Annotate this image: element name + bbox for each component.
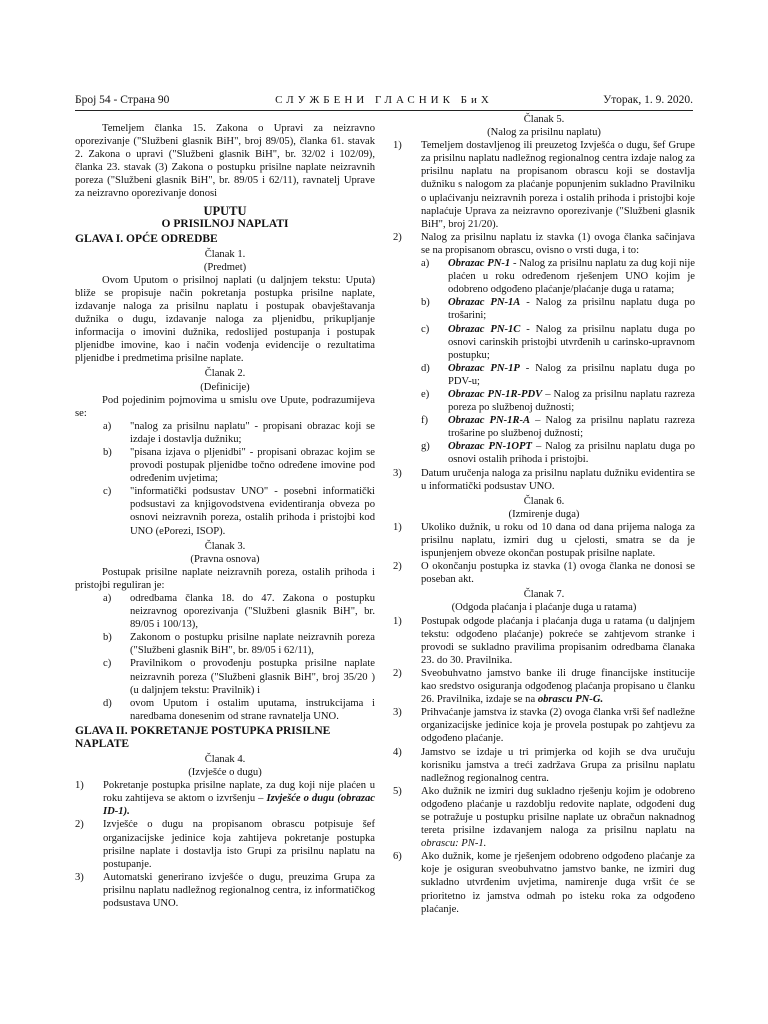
- article-text: Ovom Uputom o prisilnoj naplati (u daljnjem tekstu: Uputa) bliže se propisuje način pokretanja postupka prisilne naplate, izdavanje naloga za prisilnu naplatu i postupak obavještavanja dužnika o dugu, izdavanje naloga za pljenidbu, prikupljanje informacija o imovini dužnika, redoslijed postupanja i postupak pljenidbe imovine, kao i način vođenja evidencije o rezultatima pljenidbe i predmetima prisilne naplate.: [75, 274, 375, 365]
- list-item: g) Obrazac PN-1OPT – Nalog za prisilnu naplatu duga po osnovi ostalih prihoda i pristojbi.: [421, 441, 695, 466]
- article-subtitle: (Pravna osnova): [190, 553, 260, 565]
- right-column: [393, 113, 695, 916]
- chapter-heading: GLAVA I. OPĆE ODREDBE: [75, 232, 218, 245]
- article-subtitle: (Predmet): [203, 261, 247, 273]
- issue-date: Уторак, 1. 9. 2020.: [603, 94, 693, 106]
- article-subtitle: (Odgoda plaćanja i plaćanje duga u ratama): [451, 602, 637, 614]
- article-subtitle: (Izmirenje duga): [508, 508, 580, 520]
- article-title: Članak 4.: [204, 753, 246, 765]
- article-subtitle: (Izvješće o dugu): [188, 767, 262, 779]
- paragraph-item: 3) Prihvaćanje jamstva iz stavka (2) ovoga članka vrši šef nadležne organizacijske jedinice koja je provela postupak po zahtjevu za odgođeno plaćanje.: [393, 707, 695, 745]
- list-item: b) "pisana izjava o pljenidbi" - propisani obrazac kojim se provodi postupak pljenidbe točno određene imovine pod određenim uvjetima;: [103, 446, 375, 485]
- legal-basis-list: [75, 592, 375, 723]
- form-list: [393, 257, 695, 467]
- article-title: Članak 1.: [204, 248, 246, 260]
- preamble: Temeljem članka 15. Zakona o Upravi za neizravno oporezivanje ("Službeni glasnik BiH", broj 89/05), članka 61. stavak 2. Zakona o upravi ("Službeni glasnik BiH", br. 32/02 i 102/09), članka 23. stavak (3) Zakona o postupku prisilne naplate neizravnih poreza ("Službeni glasnik BiH", br. 89/05 i 62/11), ravnatelj Uprave za neizravno oporezivanje donosi: [75, 123, 375, 200]
- paragraph-item: 3) Datum uručenja naloga za prisilnu naplatu dužniku evidentira se u informatički podsustav UNO.: [393, 467, 695, 492]
- paragraph-item: 6) Ako dužnik, kome je rješenjem odobreno odgođeno plaćanje za koje je osiguran sveobuhvatno jamstvo banke, ne izmiri dug sukladno utvrđenim uvjetima, namirenje duga vršit će se prioritetno iz jamstva odmah po isteku roka za odgođeno plaćanje.: [393, 851, 695, 915]
- form-reference: Izvješće o dugu (obrazac ID-1).: [103, 793, 375, 818]
- paragraph-item: 4) Jamstvo se izdaje u tri primjerka od kojih se dva uručuju korisniku jamstva a treći zadržava Grupa za prisilnu naplatu nadležnog regionalnog centra.: [393, 746, 695, 784]
- document-title: UPUTU: [203, 203, 247, 218]
- page-header: [75, 94, 693, 111]
- article-title: Članak 5.: [523, 114, 565, 125]
- chapter-heading: GLAVA II. POKRETANJE POSTUPKA PRISILNE NAPLATE: [75, 724, 331, 750]
- form-reference: obrascu: PN-1.: [421, 838, 487, 850]
- article-text: Postupak prisilne naplate neizravnih poreza, ostalih prihoda i pristojbi reguliran je:: [75, 566, 375, 591]
- list-item: c) Pravilnikom o provođenju postupka prisilne naplate neizravnih poreza ("Službeni glasnik BiH", broj 35/20 ) (u daljnjem tekstu: Pravilnik) i: [103, 658, 375, 696]
- paragraph-item: 2) Nalog za prisilnu naplatu iz stavka (1) ovoga članka sačinjava se na propisanom obrascu, ovisno o vrsti duga, i to:: [393, 231, 695, 256]
- list-item: f) Obrazac PN-1R-A – Nalog za prisilnu naplatu razreza trošarine po službenoj dužnosti;: [421, 415, 695, 440]
- left-column: [75, 122, 375, 910]
- article-title: Članak 3.: [204, 540, 246, 552]
- gazette-title: СЛУЖБЕНИ ГЛАСНИК БиХ: [275, 94, 493, 106]
- list-item: d) Obrazac PN-1P - Nalog za prisilnu naplatu duga po PDV-u;: [421, 362, 695, 387]
- definitions-list: [75, 420, 375, 538]
- document-subtitle: O PRISILNOJ NAPLATI: [161, 217, 289, 230]
- article-title: Članak 7.: [523, 589, 565, 601]
- list-item: c) Obrazac PN-1C - Nalog za prisilnu naplatu duga po osnovi carinskih pristojbi utvrđenih u carinsko-upravnom postupku;: [421, 323, 695, 361]
- paragraph-item: 1) Pokretanje postupka prisilne naplate, za dug koji nije plaćen u roku zahtijeva se aktom o izvršenju – Izvješće o dugu (obrazac ID-1).: [75, 780, 375, 818]
- paragraph-item: 2) O okončanju postupka iz stavka (1) ovoga članka ne donosi se poseban akt.: [393, 561, 695, 586]
- article-subtitle: (Nalog za prisilnu naplatu): [487, 127, 601, 139]
- list-item: a) odredbama članka 18. do 47. Zakona o postupku neizravnog oporezivanja ("Službeni glasnik BiH", br. 89/05 i 100/13),: [103, 593, 375, 631]
- list-item: a) "nalog za prisilnu naplatu" - propisani obrazac koji se izdaje i dostavlja dužniku;: [103, 420, 375, 445]
- list-item: a) Obrazac PN-1 - Nalog za prisilnu naplatu za dug koji nije plaćen u roku određenom rješenjem UNO kojim je odobreno odgođeno plaćanje/plaćanje duga u ratama;: [421, 258, 695, 296]
- article-title: Članak 2.: [204, 368, 246, 380]
- paragraph-item: 1) Postupak odgode plaćanja i plaćanja duga u ratama (u daljnjem tekstu: odgođeno plaćanje) pokreće se zahtjevom stranke i provodi se sukladno pravilima propisanim odredbama članaka 23. do 30. Pravilnika.: [393, 615, 695, 666]
- list-item: c) "informatički podsustav UNO" - posebni informatički podsustavi za knjigovodstvena evidentiranja obveza po osnovi neizravnih poreza, ostalih prihoda i pristojbi kod UNO (ePorezi, ISOP).: [103, 486, 375, 537]
- form-reference: obrascu PN-G.: [537, 694, 604, 706]
- paragraph-item: 1) Ukoliko dužnik, u roku od 10 dana od dana prijema naloga za prisilnu naplatu, izmiri dug u cjelosti, smatra se da je ispunjenjem obveze okončan postupak prisilne naplate.: [393, 521, 695, 560]
- issue-page-number: Број 54 - Страна 90: [75, 94, 170, 106]
- paragraph-item: 2) Izvješće o dugu na propisanom obrascu potpisuje šef organizacijske jedinice koja zahtijeva pokretanje postupka prisilne naplate i dostavlja isto Grupi za prisilnu naplatu na postupanje.: [75, 819, 375, 870]
- paragraph-item: 2) Sveobuhvatno jamstvo banke ili druge financijske institucije kao sredstvo osiguranja odgođenog plaćanja propisano u članku 26. Pravilnika, izdaje se na obrascu PN-G.: [393, 667, 695, 706]
- paragraph-item: 1) Temeljem dostavljenog ili preuzetog Izvješća o dugu, šef Grupe za prisilnu naplatu nadležnog regionalnog centra izdaje nalog za prisilnu naplatu na propisanom obrascu koji se dostavlja dužniku s nalogom za plaćanje popunjenim sukladno Pravilniku o uplaćivanju neizravnih poreza i ostalih prihoda i pristojbi koje naplaćuje Uprava za neizravno oporezivanje ("Službeni glasnik BiH", broj 21/20).: [393, 140, 695, 230]
- list-item: b) Zakonom o postupku prisilne naplate neizravnih poreza ("Službeni glasnik BiH", br. 89/05 i 62/11),: [103, 632, 375, 657]
- article-subtitle: (Definicije): [200, 381, 250, 393]
- list-item: b) Obrazac PN-1A - Nalog za prisilnu naplatu duga po trošarini;: [421, 297, 695, 322]
- article-text: Pod pojedinim pojmovima u smislu ove Upute, podrazumijeva se:: [75, 394, 375, 419]
- paragraph-item: 3) Automatski generirano izvješće o dugu, preuzima Grupa za prisilnu naplatu nadležnog regionalnog centra, iz informatičkog podsustava UNO.: [75, 871, 375, 909]
- list-item: d) ovom Uputom i ostalim uputama, instrukcijama i naredbama donesenim od strane ravnatelja UNO.: [103, 697, 375, 722]
- paragraph-item: 5) Ako dužnik ne izmiri dug sukladno rješenju kojim je odobreno odgođeno plaćanje u razdoblju redovite naplate, odgođeni dug se potražuje u postupku prisilne naplate uz obračun naknadnog tereta prisilne izdavanjem naloga za prisilnu naplatu na obrascu: PN-1.: [393, 785, 695, 850]
- list-item: e) Obrazac PN-1R-PDV – Nalog za prisilnu naplatu razreza poreza po službenoj dužnosti;: [421, 388, 695, 414]
- article-title: Članak 6.: [523, 495, 565, 507]
